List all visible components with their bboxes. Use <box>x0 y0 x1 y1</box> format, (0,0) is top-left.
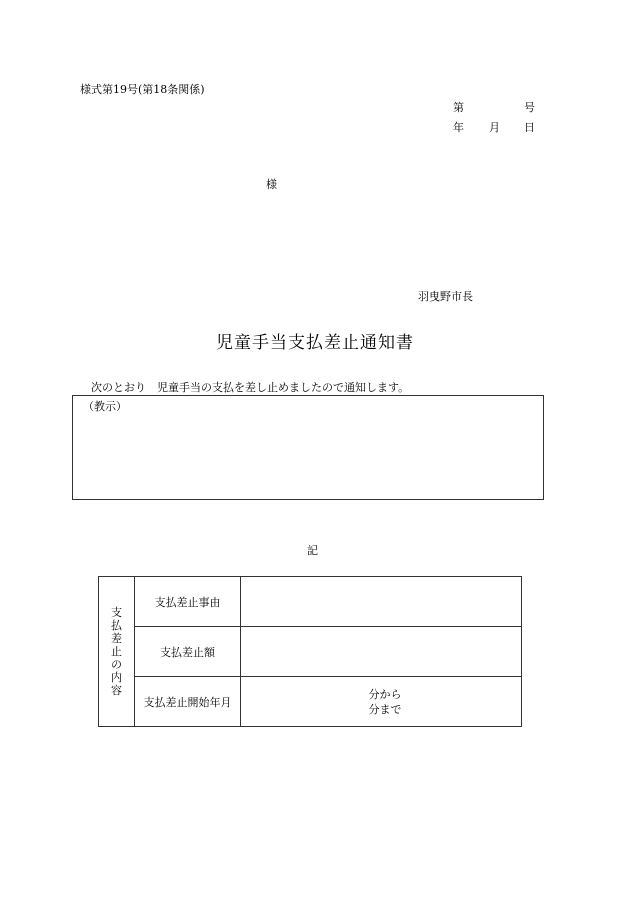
body-text: 次のとおり 児童手当の支払を差し止めましたので通知します。 <box>91 381 410 394</box>
row-value-amount <box>241 627 522 677</box>
form-number: 様式第19号(第18条関係) <box>80 83 205 96</box>
table-row <box>99 677 522 727</box>
row-value-period <box>241 677 522 727</box>
row-value-reason <box>241 577 522 627</box>
date-day: 日 <box>524 121 535 134</box>
detail-table <box>98 576 522 727</box>
period-to: 分まで <box>368 702 402 716</box>
instruction-box <box>72 395 544 500</box>
period-from: 分から <box>368 687 402 701</box>
document-title: 児童手当支払差止通知書 <box>216 333 414 353</box>
row-label-reason: 支払差止事由 <box>135 577 241 627</box>
table-row <box>99 627 522 677</box>
addressee-suffix: 様 <box>266 178 277 191</box>
side-header-cell <box>99 577 135 727</box>
instruction-label: （教示） <box>83 400 127 413</box>
side-header: 支払差止の内容 <box>111 606 122 697</box>
date-month: 月 <box>489 121 500 134</box>
document-number-suffix: 号 <box>524 101 535 114</box>
ki-heading: 記 <box>307 544 318 557</box>
row-label-amount: 支払差止額 <box>135 627 241 677</box>
date-year: 年 <box>453 121 464 134</box>
table-row <box>99 577 522 627</box>
issuer-name: 羽曳野市長 <box>418 290 473 303</box>
row-label-period: 支払差止開始年月 <box>135 677 241 727</box>
document-number-prefix: 第 <box>453 101 464 114</box>
